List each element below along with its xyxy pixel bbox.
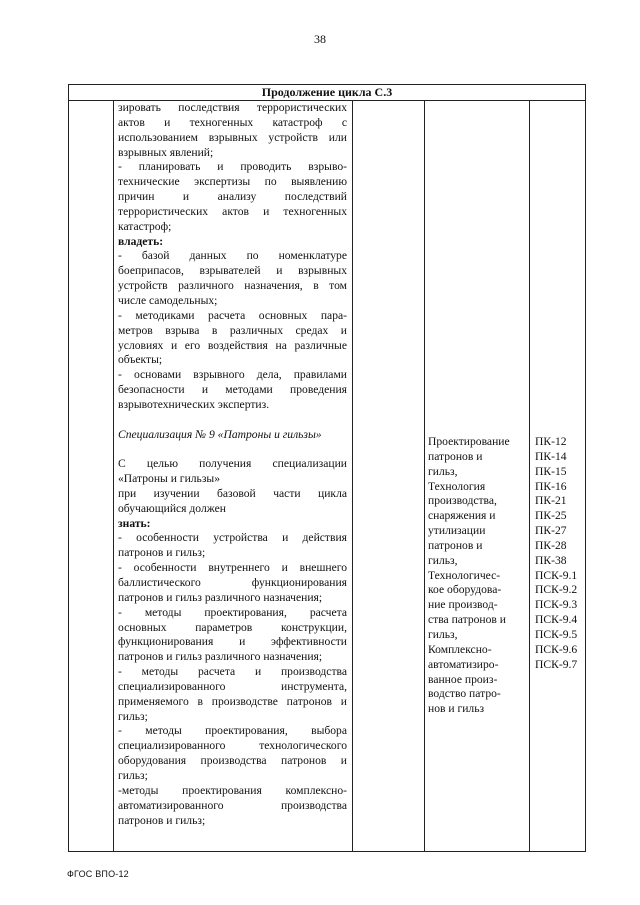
text-line: террористических актов и техногенных — [118, 204, 347, 218]
competency-code: ПК-25 — [535, 509, 567, 523]
discipline-line: Проектирование — [428, 435, 510, 448]
text-line: С целью получения специализации — [118, 457, 347, 471]
text-line: числе самодельных; — [118, 293, 218, 307]
text-line: специализированного технологического — [118, 739, 347, 753]
column-divider — [113, 101, 114, 851]
page-number: 38 — [314, 32, 326, 46]
text-line: взрывных явлений; — [118, 145, 214, 159]
text-line: причин и анализу последствий — [118, 190, 347, 204]
text-line: патронов и гильз; — [118, 813, 206, 827]
competency-code: ПК-38 — [535, 553, 567, 567]
text-line: оборудования производства патронов и — [118, 754, 347, 768]
column-divider — [529, 101, 530, 851]
text-line: применяемого в производстве патронов и — [118, 694, 347, 708]
discipline-line: автоматизиро- — [428, 657, 499, 671]
discipline-line: ванное произ- — [428, 672, 498, 686]
blank-line — [118, 413, 347, 428]
discipline-line: Технология — [428, 479, 486, 493]
text-line: автоматизированного производства — [118, 798, 347, 812]
competency-codes — [535, 435, 595, 673]
text-line: знать: — [118, 516, 151, 530]
text-line: гильз; — [118, 768, 148, 782]
discipline-line: утилизации — [428, 524, 486, 538]
discipline-line: ства патронов и — [428, 613, 507, 627]
discipline-line: гильз, — [428, 627, 458, 641]
text-line: - методиками расчета основных пара- — [118, 308, 347, 322]
text-line: условиях и его воздействия на различные — [118, 338, 347, 352]
text-line: актов и техногенных катастроф с — [118, 115, 347, 129]
text-line: взрывотехнических экспертиз. — [118, 397, 270, 411]
competency-code: ПК-16 — [535, 479, 567, 493]
discipline-line: снаряжения и — [428, 509, 496, 523]
competency-code: ПСК-9.3 — [535, 598, 578, 612]
discipline-line: ние производ- — [428, 598, 498, 612]
competency-code: ПК-14 — [535, 449, 567, 463]
competency-code: ПК-12 — [535, 435, 567, 448]
blank-line — [118, 442, 347, 457]
discipline-line: гильз, — [428, 553, 458, 567]
competency-code: ПСК-9.4 — [535, 613, 578, 627]
text-line: - методы расчета и производства — [118, 665, 347, 679]
text-line: катастроф; — [118, 219, 172, 233]
text-line: основных параметров конструкции, — [118, 620, 347, 634]
text-line: использованием взрывных устройств или — [118, 130, 347, 144]
text-line: «Патроны и гильзы» — [118, 472, 221, 486]
discipline-line: патронов и — [428, 449, 483, 463]
discipline-line: патронов и — [428, 538, 483, 552]
text-line: объекты; — [118, 353, 163, 367]
text-line: при изучении базовой части цикла — [118, 486, 347, 500]
discipline-line: Технологичес- — [428, 568, 501, 582]
text-line: патронов и гильз; — [118, 546, 206, 560]
competency-code: ПСК-9.2 — [535, 583, 578, 597]
text-line: гильз; — [118, 709, 148, 723]
text-line: - особенности внутреннего и внешнего — [118, 561, 347, 575]
text-line: -методы проектирования комплексно- — [118, 783, 347, 797]
text-line: специализированного инструмента, — [118, 679, 347, 693]
discipline-line: кое оборудова- — [428, 583, 502, 597]
competency-description — [118, 101, 347, 828]
text-line: баллистического функционирования — [118, 576, 347, 589]
discipline-line: производства, — [428, 494, 497, 508]
text-line: технические экспертизы по выявлению — [118, 175, 347, 189]
text-line: функционирования и эффективности — [118, 635, 347, 649]
table-title: Продолжение цикла С.3 — [69, 85, 585, 101]
competency-code: ПСК-9.7 — [535, 657, 578, 671]
competency-code: ПК-27 — [535, 524, 567, 538]
text-line: - методы проектирования, выбора — [118, 724, 347, 738]
page-footer: ФГОС ВПО-12 — [67, 869, 129, 879]
text-line: - методы проектирования, расчета — [118, 605, 347, 619]
column-divider — [424, 101, 425, 851]
text-line: владеть: — [118, 234, 164, 248]
text-line: Специализация № 9 «Патроны и гильзы» — [118, 427, 322, 441]
text-line: - основами взрывного дела, правилами — [118, 368, 347, 382]
competency-code: ПСК-9.1 — [535, 568, 578, 582]
text-line: патронов и гильз различного назначения; — [118, 650, 323, 664]
competency-code: ПК-15 — [535, 464, 567, 478]
discipline-line: водство патро- — [428, 687, 501, 701]
competency-code: ПСК-9.6 — [535, 642, 578, 656]
competency-code: ПСК-9.5 — [535, 627, 578, 641]
text-line: боеприпасов, взрывателей и взрывных — [118, 264, 347, 278]
discipline-line: нов и гильз — [428, 702, 485, 716]
competency-code: ПК-21 — [535, 494, 567, 508]
text-line: устройств различного назначения, в том — [118, 279, 347, 293]
text-line: безопасности и методами проведения — [118, 383, 347, 397]
discipline-line: Комплексно- — [428, 642, 492, 656]
competency-code: ПК-28 — [535, 538, 567, 552]
text-line: - планировать и проводить взрыво- — [118, 160, 347, 174]
text-line: патронов и гильз различного назначения; — [118, 590, 323, 604]
discipline-list — [428, 435, 522, 717]
text-line: - особенности устройства и действия — [118, 531, 347, 545]
discipline-line: гильз, — [428, 464, 458, 478]
text-line: - базой данных по номенклатуре — [118, 249, 347, 263]
column-divider — [352, 101, 353, 851]
text-line: метров взрыва в различных средах и — [118, 323, 347, 337]
curriculum-table — [68, 84, 586, 852]
text-line: зировать последствия террористических — [118, 101, 347, 114]
text-line: обучающийся должен — [118, 501, 226, 515]
